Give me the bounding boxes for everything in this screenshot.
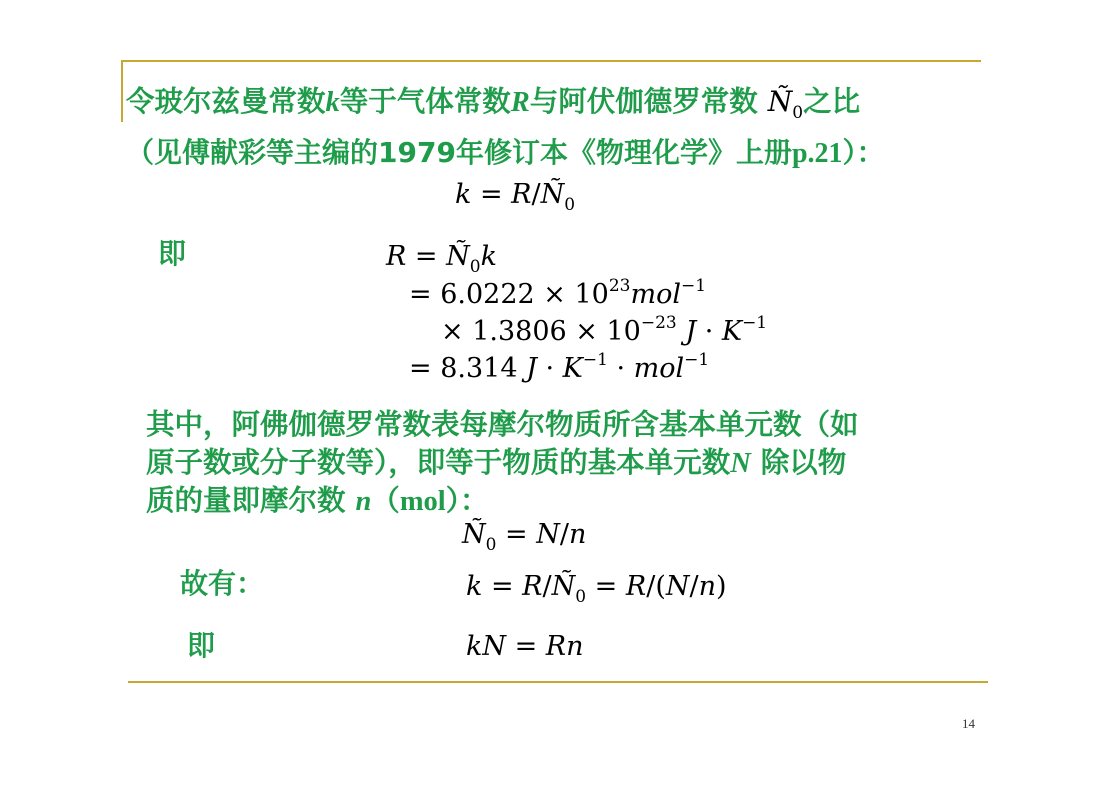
equation-k-definition: $k = R/Ñ_0$: [455, 179, 576, 215]
equation-avogadro-value: = $6.0222 \times 10^{23}mol^{-1}$: [409, 276, 707, 310]
equation-R-definition: $R = Ñ_0k$: [386, 241, 497, 277]
top-left-vertical-rule: [121, 60, 123, 122]
equation-boltzmann-value: × $1.3806 \times 10^{-23}$ $J \cdot K^{-1}$: [441, 313, 768, 347]
equation-gas-constant-result: = 8.314 $J \cdot K^{-1} \cdot mol^{-1}$: [409, 350, 710, 384]
equation-avogadro-ratio: $Ñ_0 = N/n$: [462, 519, 587, 555]
page-number: 14: [962, 716, 975, 731]
paragraph-line-3: 质的量即摩尔数 n（mol）：: [146, 484, 489, 517]
top-rule: [121, 60, 981, 62]
intro-line-2: （见傅献彩等主编的1979年修订本《物理化学》上册p.21）：: [126, 136, 885, 169]
paragraph-line-2: 原子数或分子数等），即等于物质的基本单元数N 除以物: [146, 446, 847, 479]
label-guyou: 故有：: [180, 567, 265, 600]
label-ji-2: 即: [187, 629, 216, 662]
equation-k-ratio: $k = R/Ñ_0 = R/(N/n)$: [466, 571, 727, 607]
bottom-rule: [128, 681, 988, 683]
equation-kN-Rn: kN = Rn: [466, 631, 584, 662]
paragraph-line-1: 其中，阿佛伽德罗常数表每摩尔物质所含基本单元数（如: [146, 408, 859, 441]
intro-line-1: 令玻尔兹曼常数k等于气体常数R与阿伏伽德罗常数 $Ñ_0$之比: [126, 85, 861, 123]
label-ji-1: 即: [158, 237, 187, 270]
